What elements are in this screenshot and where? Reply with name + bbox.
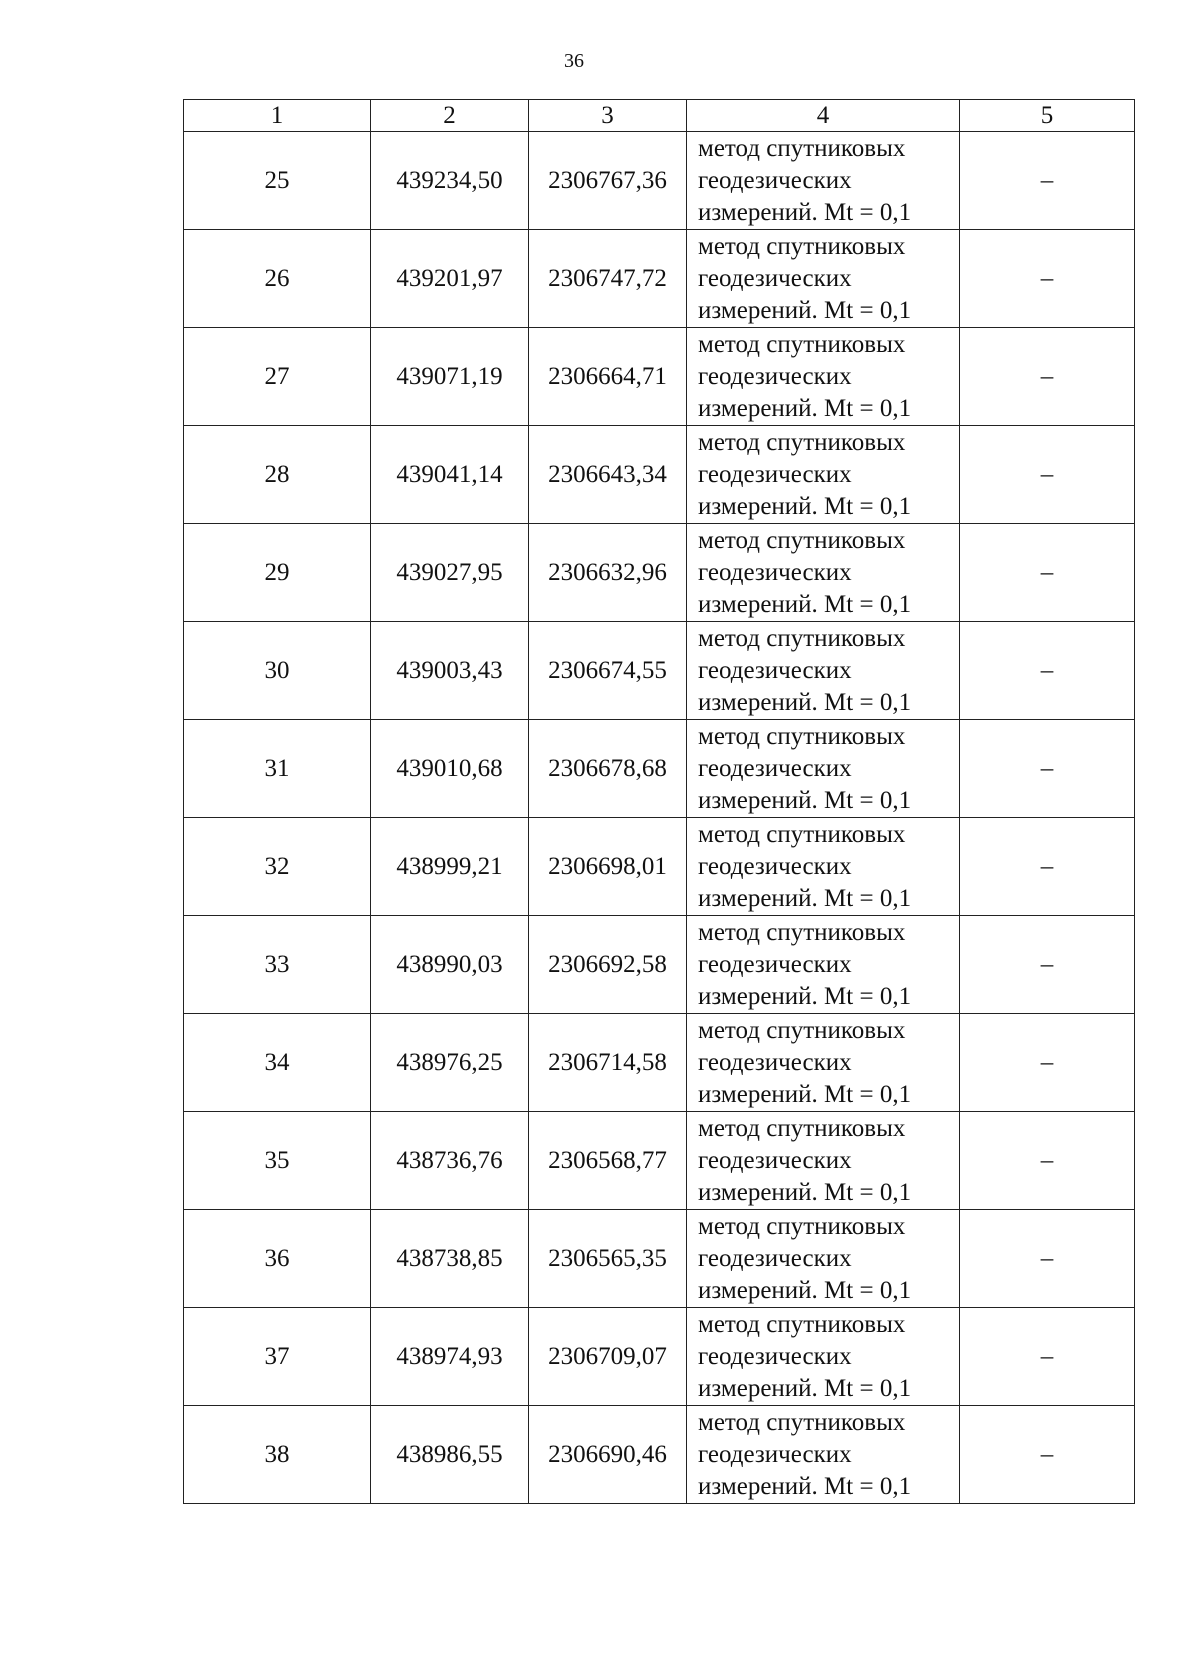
- coordinates-table: [183, 99, 1135, 1504]
- coordinate-x-cell: 438986,55: [371, 1406, 529, 1504]
- coordinate-y-cell: 2306692,58: [529, 916, 687, 1014]
- method-cell: метод спутниковых геодезических измерений. Mt = 0,1: [687, 132, 960, 230]
- coordinate-x-cell: 438738,85: [371, 1210, 529, 1308]
- coordinate-x-cell: 439010,68: [371, 720, 529, 818]
- coordinate-x-cell: 439201,97: [371, 230, 529, 328]
- point-number-cell: 30: [184, 622, 371, 720]
- table-row: [184, 230, 1135, 328]
- table-row: [184, 916, 1135, 1014]
- method-cell: метод спутниковых геодезических измерений. Mt = 0,1: [687, 328, 960, 426]
- method-cell: метод спутниковых геодезических измерений. Mt = 0,1: [687, 426, 960, 524]
- column-header-1: 1: [184, 100, 371, 132]
- method-cell: метод спутниковых геодезических измерений. Mt = 0,1: [687, 1210, 960, 1308]
- method-cell: метод спутниковых геодезических измерений. Mt = 0,1: [687, 720, 960, 818]
- coordinate-x-cell: 439003,43: [371, 622, 529, 720]
- coordinate-y-cell: 2306747,72: [529, 230, 687, 328]
- coordinate-x-cell: 439027,95: [371, 524, 529, 622]
- coordinate-y-cell: 2306698,01: [529, 818, 687, 916]
- point-number-cell: 34: [184, 1014, 371, 1112]
- column-header-4: 4: [687, 100, 960, 132]
- coordinate-x-cell: 439071,19: [371, 328, 529, 426]
- table-row: [184, 1210, 1135, 1308]
- point-number-cell: 32: [184, 818, 371, 916]
- column-header-3: 3: [529, 100, 687, 132]
- table-row: [184, 524, 1135, 622]
- coordinate-y-cell: 2306767,36: [529, 132, 687, 230]
- table-row: [184, 720, 1135, 818]
- method-cell: метод спутниковых геодезических измерений. Mt = 0,1: [687, 1112, 960, 1210]
- coordinate-y-cell: 2306632,96: [529, 524, 687, 622]
- table-row: [184, 1406, 1135, 1504]
- method-cell: метод спутниковых геодезических измерений. Mt = 0,1: [687, 1014, 960, 1112]
- point-number-cell: 33: [184, 916, 371, 1014]
- table-row: [184, 328, 1135, 426]
- table-row: [184, 622, 1135, 720]
- coordinate-x-cell: 438736,76: [371, 1112, 529, 1210]
- coordinate-y-cell: 2306565,35: [529, 1210, 687, 1308]
- coordinate-y-cell: 2306674,55: [529, 622, 687, 720]
- note-cell: –: [960, 622, 1135, 720]
- note-cell: –: [960, 230, 1135, 328]
- note-cell: –: [960, 1112, 1135, 1210]
- table-header-row: [184, 100, 1135, 132]
- note-cell: –: [960, 132, 1135, 230]
- note-cell: –: [960, 426, 1135, 524]
- method-cell: метод спутниковых геодезических измерений. Mt = 0,1: [687, 1308, 960, 1406]
- method-cell: метод спутниковых геодезических измерений. Mt = 0,1: [687, 622, 960, 720]
- table-row: [184, 818, 1135, 916]
- note-cell: –: [960, 328, 1135, 426]
- coordinate-x-cell: 439234,50: [371, 132, 529, 230]
- coordinate-y-cell: 2306709,07: [529, 1308, 687, 1406]
- note-cell: –: [960, 1406, 1135, 1504]
- note-cell: –: [960, 524, 1135, 622]
- point-number-cell: 28: [184, 426, 371, 524]
- coordinate-y-cell: 2306643,34: [529, 426, 687, 524]
- coordinate-x-cell: 438999,21: [371, 818, 529, 916]
- note-cell: –: [960, 1014, 1135, 1112]
- method-cell: метод спутниковых геодезических измерений. Mt = 0,1: [687, 230, 960, 328]
- note-cell: –: [960, 818, 1135, 916]
- table-row: [184, 1112, 1135, 1210]
- coordinate-x-cell: 439041,14: [371, 426, 529, 524]
- table-row: [184, 1014, 1135, 1112]
- point-number-cell: 25: [184, 132, 371, 230]
- point-number-cell: 36: [184, 1210, 371, 1308]
- point-number-cell: 26: [184, 230, 371, 328]
- method-cell: метод спутниковых геодезических измерений. Mt = 0,1: [687, 524, 960, 622]
- note-cell: –: [960, 1210, 1135, 1308]
- note-cell: –: [960, 720, 1135, 818]
- method-cell: метод спутниковых геодезических измерений. Mt = 0,1: [687, 818, 960, 916]
- note-cell: –: [960, 1308, 1135, 1406]
- coordinate-y-cell: 2306714,58: [529, 1014, 687, 1112]
- table-body: [184, 132, 1135, 1504]
- table-row: [184, 426, 1135, 524]
- coordinate-y-cell: 2306664,71: [529, 328, 687, 426]
- coordinate-x-cell: 438976,25: [371, 1014, 529, 1112]
- coordinate-y-cell: 2306678,68: [529, 720, 687, 818]
- point-number-cell: 31: [184, 720, 371, 818]
- table-row: [184, 132, 1135, 230]
- coordinate-y-cell: 2306568,77: [529, 1112, 687, 1210]
- note-cell: –: [960, 916, 1135, 1014]
- method-cell: метод спутниковых геодезических измерений. Mt = 0,1: [687, 1406, 960, 1504]
- point-number-cell: 29: [184, 524, 371, 622]
- coordinate-x-cell: 438974,93: [371, 1308, 529, 1406]
- point-number-cell: 27: [184, 328, 371, 426]
- coordinate-x-cell: 438990,03: [371, 916, 529, 1014]
- point-number-cell: 38: [184, 1406, 371, 1504]
- coordinate-y-cell: 2306690,46: [529, 1406, 687, 1504]
- point-number-cell: 35: [184, 1112, 371, 1210]
- point-number-cell: 37: [184, 1308, 371, 1406]
- table-row: [184, 1308, 1135, 1406]
- column-header-2: 2: [371, 100, 529, 132]
- page-number: 36: [564, 50, 584, 72]
- method-cell: метод спутниковых геодезических измерений. Mt = 0,1: [687, 916, 960, 1014]
- column-header-5: 5: [960, 100, 1135, 132]
